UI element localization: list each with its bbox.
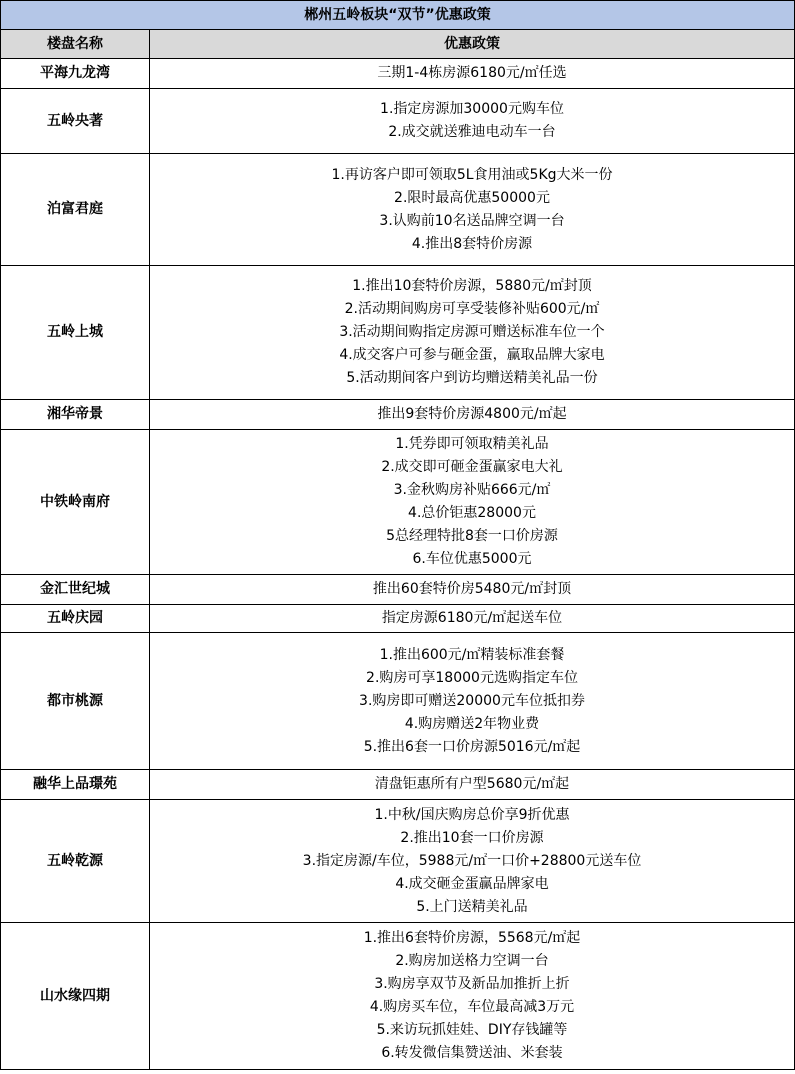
- policy-line: 3.金秋购房补贴666元/㎡: [393, 482, 551, 498]
- property-name: 五岭乾源: [1, 800, 150, 923]
- policy-line: 5总经理特批8套一口价房源: [386, 528, 558, 544]
- policy-cell: [150, 154, 795, 266]
- header-policy: 优惠政策: [150, 30, 795, 59]
- policy-cell: [150, 430, 795, 575]
- policy-cell: [150, 770, 795, 800]
- policy-cell: [150, 59, 795, 89]
- policy-line: 6.车位优惠5000元: [412, 551, 532, 567]
- policy-line: 1.中秋/国庆购房总价享9折优惠: [374, 806, 570, 823]
- table-row: [1, 430, 795, 575]
- policy-line: 2.推出10套一口价房源: [400, 829, 544, 846]
- table-row: [1, 89, 795, 154]
- table-row: [1, 266, 795, 400]
- policy-cell: [150, 575, 795, 605]
- property-name: 金汇世纪城: [1, 575, 150, 605]
- policy-line: 4.购房赠送2年物业费: [404, 715, 540, 732]
- table-row: [1, 400, 795, 430]
- policy-line: 推出60套特价房5480元/㎡封顶: [372, 581, 572, 597]
- table-row: [1, 605, 795, 633]
- property-name: 湘华帝景: [1, 400, 150, 430]
- policy-line: 3.认购前10名送品牌空调一台: [379, 212, 565, 229]
- policy-line: 3.购房享双节及新品加推折上折: [374, 976, 570, 992]
- policy-cell: [150, 400, 795, 430]
- policy-line: 5.推出6套一口价房源5016元/㎡起: [363, 738, 581, 755]
- property-name: 平海九龙湾: [1, 59, 150, 89]
- policy-line: 5.上门送精美礼品: [416, 898, 528, 915]
- table-row: [1, 800, 795, 923]
- policy-line: 2.活动期间购房可享受装修补贴600元/㎡: [344, 301, 600, 317]
- policy-line: 2.购房加送格力空调一台: [395, 953, 549, 969]
- policy-line: 1.推出6套特价房源，5568元/㎡起: [363, 930, 581, 946]
- table-row: [1, 923, 795, 1070]
- policy-cell: [150, 633, 795, 770]
- policy-cell: [150, 605, 795, 633]
- property-name: 五岭央著: [1, 89, 150, 154]
- policy-line: 清盘钜惠所有户型5680元/㎡起: [374, 776, 570, 792]
- policy-line: 5.活动期间客户到访均赠送精美礼品一份: [346, 370, 598, 386]
- table-row: [1, 633, 795, 770]
- property-name: 中铁岭南府: [1, 430, 150, 575]
- table-row: [1, 59, 795, 89]
- policy-line: 2.成交即可砸金蛋赢家电大礼: [381, 459, 563, 475]
- policy-cell: [150, 266, 795, 400]
- policy-line: 三期1-4栋房源6180元/㎡任选: [377, 65, 567, 81]
- header-name: 楼盘名称: [1, 30, 150, 59]
- policy-line: 1.凭券即可领取精美礼品: [395, 436, 549, 452]
- policy-line: 推出9套特价房源4800元/㎡起: [377, 406, 567, 422]
- table-body: [1, 59, 795, 1070]
- policy-line: 4.推出8套特价房源: [411, 235, 533, 252]
- policy-line: 1.指定房源加30000元购车位: [380, 101, 564, 117]
- policy-line: 4.成交客户可参与砸金蛋，赢取品牌大家电: [339, 347, 605, 363]
- policy-line: 2.成交就送雅迪电动车一台: [388, 124, 556, 140]
- policy-cell: [150, 800, 795, 923]
- policy-line: 3.指定房源/车位，5988元/㎡一口价+28800元送车位: [302, 852, 642, 869]
- policy-line: 指定房源6180元/㎡起送车位: [381, 610, 563, 626]
- policy-line: 4.总价钜惠28000元: [408, 505, 536, 521]
- property-name: 泊富君庭: [1, 154, 150, 266]
- property-name: 融华上品璟苑: [1, 770, 150, 800]
- policy-line: 4.购房买车位，车位最高减3万元: [369, 999, 575, 1015]
- policy-line: 4.成交砸金蛋赢品牌家电: [395, 875, 549, 892]
- table-row: [1, 575, 795, 605]
- table-row: [1, 154, 795, 266]
- policy-line: 1.推出10套特价房源，5880元/㎡封顶: [352, 278, 592, 294]
- policy-line: 2.限时最高优惠50000元: [394, 189, 550, 206]
- table-row: [1, 770, 795, 800]
- policy-line: 3.购房即可赠送20000元车位抵扣券: [359, 692, 585, 709]
- policy-line: 5.来访玩抓娃娃、DIY存钱罐等: [376, 1022, 568, 1038]
- policy-cell: [150, 89, 795, 154]
- property-name: 五岭庆园: [1, 605, 150, 633]
- property-name: 山水缘四期: [1, 923, 150, 1070]
- policy-line: 1.再访客户即可领取5L食用油或5Kg大米一份: [331, 166, 613, 183]
- policy-cell: [150, 923, 795, 1070]
- policy-line: 6.转发微信集赞送油、米套装: [381, 1045, 563, 1061]
- property-name: 五岭上城: [1, 266, 150, 400]
- policy-line: 3.活动期间购指定房源可赠送标准车位一个: [339, 324, 605, 340]
- policy-line: 1.推出600元/㎡精装标准套餐: [379, 646, 565, 663]
- policy-line: 2.购房可享18000元选购指定车位: [366, 669, 578, 686]
- table-title: 郴州五岭板块“双节”优惠政策: [1, 1, 795, 30]
- property-name: 都市桃源: [1, 633, 150, 770]
